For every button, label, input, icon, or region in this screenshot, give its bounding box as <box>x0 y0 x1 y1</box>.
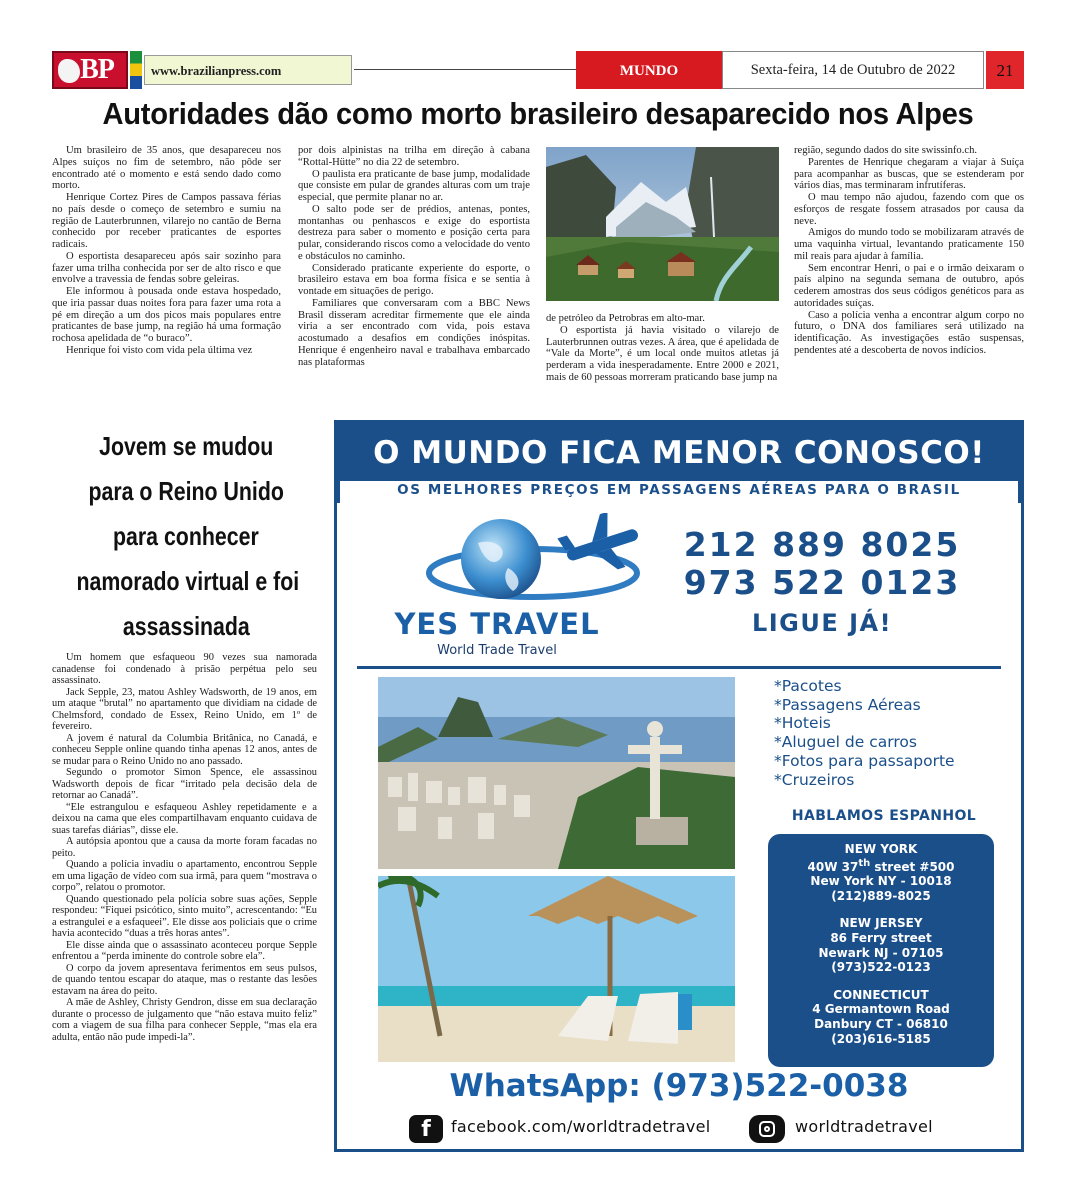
brazilian-press-logo[interactable] <box>52 51 128 89</box>
beach-umbrella-photo <box>378 876 735 1062</box>
paragraph: Sem encontrar Henri, o pai e o irmão deixaram o país alpino na segunda semana de outubro, após cederem amostras dos seus códigos genéticos para as autoridades suíças. <box>794 262 1024 309</box>
office-address-part: 40W 37 <box>807 859 859 874</box>
instagram-link[interactable]: worldtradetravel <box>795 1117 933 1136</box>
alps-valley-photo <box>546 147 779 301</box>
headline-line: para conhecer <box>113 521 259 551</box>
office-phone[interactable]: (203)616-5185 <box>831 1031 931 1046</box>
paragraph: Amigos do mundo todo se mobilizaram através de uma vaquinha virtual, levantando praticamente 150 mil reais para ajudar à família. <box>794 227 1024 262</box>
ad-subtitle: OS MELHORES PREÇOS EM PASSAGENS AÉREAS PARA O BRASIL <box>397 482 961 498</box>
office-new-jersey <box>768 916 994 974</box>
masthead <box>52 51 1024 89</box>
article1-column-4 <box>794 145 1024 357</box>
page-number: 21 <box>986 51 1024 89</box>
headline-line: namorado virtual e foi <box>76 566 300 596</box>
office-locations <box>768 834 994 1067</box>
paragraph: Quando questionado pela polícia sobre suas ações, Sepple respondeu: “Fiquei psicótico, sinto muito”, acrescentando: “Eu a estrangulei e a esfaqueei”. Ele disse aos policiais que o crime havia acontecido “duas a três horas antes”. <box>52 893 317 939</box>
office-address-line <box>768 857 994 875</box>
masthead-rule <box>354 69 576 70</box>
whatsapp-contact[interactable]: WhatsApp: (973)522-0038 <box>449 1068 909 1104</box>
office-connecticut <box>768 988 994 1046</box>
facebook-link[interactable]: facebook.com/worldtradetravel <box>451 1117 711 1136</box>
article1-column-3 <box>546 313 779 384</box>
paragraph: de petróleo da Petrobras em alto-mar. <box>546 313 705 324</box>
service-item: *Pacotes <box>774 677 842 695</box>
paragraph: O esportista já havia visitado o vilarejo de Lauterbrunnen outras vezes. A área, que é apelidada de “Vale da Morte”, é um local onde muitos atletas já perderam a vida inesperadamente. Entre 2000 e 2021, mais de 60 pessoas morreram praticando base jump na <box>546 324 779 383</box>
service-item: *Passagens Aéreas <box>774 695 921 714</box>
paragraph: Segundo o promotor Simon Spence, ele assassinou Wadsworth depois de ficar “irritado pela decisão dela de retornar ao Canadá”. <box>52 767 317 801</box>
office-address-line: 86 Ferry street <box>830 930 932 945</box>
facebook-icon[interactable]: f <box>409 1115 443 1143</box>
paragraph: Um homem que esfaqueou 90 vezes sua namorada canadense foi condenado à prisão perpétua pelo seu assassinato. <box>52 652 317 686</box>
site-url-link[interactable]: www.brazilianpress.com <box>144 55 352 85</box>
office-phone[interactable]: (973)522-0123 <box>831 960 931 975</box>
office-new-york <box>768 842 994 903</box>
brand-tagline: World Trade Travel <box>437 643 557 658</box>
paragraph: Henrique foi visto com vida pela última vez <box>66 344 253 356</box>
social-links <box>337 1113 1021 1147</box>
service-item: *Aluguel de carros <box>774 733 917 752</box>
office-address-line: 4 Germantown Road <box>812 1002 950 1017</box>
service-item: *Hoteis <box>774 714 831 733</box>
brazil-map-icon <box>58 59 80 83</box>
paragraph: O mau tempo não ajudou, fazendo com que os esforços de resgate fossem atrasados por causa da neve. <box>794 192 1024 227</box>
headline-line: para o Reino Unido <box>88 476 284 506</box>
logo-text: BP <box>80 54 114 85</box>
call-to-action: LIGUE JÁ! <box>751 609 893 637</box>
office-name: CONNECTICUT <box>833 987 929 1002</box>
paragraph: Um brasileiro de 35 anos, que desapareceu nos Alpes suíços no fim de setembro, não pôde ser encontrado até o momento e está sendo dado como morto. <box>52 145 281 192</box>
paragraph: A mãe de Ashley, Christy Gendron, disse em sua declaração durante o processo de julgamento que “não estava muito feliz” com a viagem de sua filha para conhecer Sepple, “mas ela era adulta, então não pude impedi-la”. <box>52 997 317 1043</box>
paragraph: A autópsia apontou que a causa da morte foram facadas no peito. <box>52 836 317 859</box>
office-address-part: street #500 <box>870 859 955 874</box>
article1-column-1 <box>52 145 281 357</box>
office-address-ordinal: th <box>858 857 871 869</box>
flag-stripe <box>130 51 142 89</box>
paragraph: região, segundo dados do site swissinfo.ch. <box>794 145 978 156</box>
office-name: NEW JERSEY <box>839 916 923 931</box>
paragraph: Ele disse ainda que o assassinato aconteceu porque Sepple enfrentou a “perda iminente do controle sobre ela”. <box>52 939 317 962</box>
office-name: NEW YORK <box>844 842 918 856</box>
article1-column-2 <box>298 145 530 368</box>
office-city-line: New York NY - 10018 <box>810 874 952 889</box>
paragraph: A jovem é natural da Columbia Britânica, no Canadá, e conheceu Sepple online quando tinha apenas 12 anos, antes de se mudar para o Reino Unido no ano passado. <box>52 732 317 767</box>
paragraph: Familiares que conversaram com a BBC News Brasil disseram acreditar firmemente que ele ainda viria a ser encontrado com vida, pois estava acostumado a desafios em condições inóspitas. Henrique é engenheiro naval e trabalhava embarcado nas plataformas <box>298 297 530 368</box>
office-phone[interactable]: (212)889-8025 <box>831 888 931 903</box>
globe-airplane-icon <box>423 513 659 621</box>
article2-body <box>52 652 317 1043</box>
office-city-line: Danbury CT - 06810 <box>814 1016 948 1031</box>
paragraph: O salto pode ser de prédios, antenas, pontes, montanhas ou penhascos e exige do esportista destreza para saber o momento e posição certa para pular, considerando riscos como a velocidade do vento e obstáculos no caminho. <box>298 203 530 262</box>
paragraph: Considerado praticante experiente do esporte, o brasileiro estava em boa forma física e se sentia à vontade em situações de perigo. <box>298 262 530 297</box>
paragraph: Ele informou à pousada onde estava hospedado, que iria passar duas noites fora para fazer uma rota a pé em direção a um dos picos mais populares entre praticantes de base jump, na região há uma formação rochosa apelidada de “o buraco”. <box>52 286 281 344</box>
article2-headline <box>52 424 320 649</box>
phone-number-1[interactable]: 212 889 8025 <box>683 525 961 564</box>
services-list <box>774 677 955 789</box>
paragraph: O corpo da jovem apresentava ferimentos em seus pulsos, de quando tentou escapar do ataque, mas o restante das lesões estavam na área do peito. <box>52 962 317 997</box>
instagram-icon[interactable] <box>749 1115 785 1143</box>
yes-travel-advertisement[interactable] <box>334 420 1024 1152</box>
brand-name: YES TRAVEL <box>394 607 600 641</box>
paragraph: O paulista era praticante de base jump, modalidade que consiste em pular de grandes alturas com um traje especial, que permite planar no ar. <box>298 168 530 203</box>
article1-headline: Autoridades dão como morto brasileiro desaparecido nos Alpes <box>102 96 974 131</box>
rio-de-janeiro-photo <box>378 677 735 869</box>
paragraph: Quando a polícia invadiu o apartamento, encontrou Sepple em uma ligação de vídeo com sua irmã, para quem “mostrava o corpo”, relatou o promotor. <box>52 859 317 893</box>
office-city-line: Newark NJ - 07105 <box>818 945 944 960</box>
paragraph: Henrique Cortez Pires de Campos passava férias no país desde o começo de setembro e sumiu na região de Lauterbrunnen, vilarejo no cantão de Berna conhecido por receber praticantes de esportes radicais. <box>52 192 281 250</box>
paragraph: O esportista desapareceu após sair sozinho para fazer uma trilha conhecida por ser de alto risco e que envolve a travessia de fendas sobre geleiras. <box>52 250 281 286</box>
paragraph: por dois alpinistas na trilha em direção à cabana “Rottal-Hütte” no dia 22 de setembro. <box>298 145 530 168</box>
service-item: *Fotos para passaporte <box>774 751 955 770</box>
paragraph: Parentes de Henrique chegaram a viajar à Suíça para acompanhar as buscas, que se estenderam por vários dias, mas terminaram infrutíferas. <box>794 156 1024 192</box>
headline-line: Jovem se mudou <box>98 431 274 461</box>
ad-divider <box>357 666 1001 669</box>
ad-title: O MUNDO FICA MENOR CONOSCO! <box>373 435 985 471</box>
paragraph: “Ele estrangulou e esfaqueou Ashley repetidamente e a deixou na cama que eles compartilhavam enquanto cuidava de suas tarefas diárias”, disse ele. <box>52 801 317 836</box>
headline-line: assassinada <box>122 611 250 641</box>
spanish-spoken-note: HABLAMOS ESPANHOL <box>791 808 977 824</box>
phone-number-2[interactable]: 973 522 0123 <box>683 563 961 602</box>
paragraph: Caso a polícia venha a encontrar algum corpo no futuro, o DNA dos familiares será utilizado na identificação. As investigações estão suspensas, pendentes até a descoberta de novos indícios. <box>794 309 1024 356</box>
issue-date: Sexta-feira, 14 de Outubro de 2022 <box>722 51 984 89</box>
section-label: MUNDO <box>576 51 722 89</box>
service-item: *Cruzeiros <box>774 770 855 789</box>
paragraph: Jack Sepple, 23, matou Ashley Wadsworth, de 19 anos, em um ataque “brutal” no apartamento que dividiam na cidade de Chelmsford, condado de Essex, Reino Unido, em 1º de fevereiro. <box>52 686 317 732</box>
